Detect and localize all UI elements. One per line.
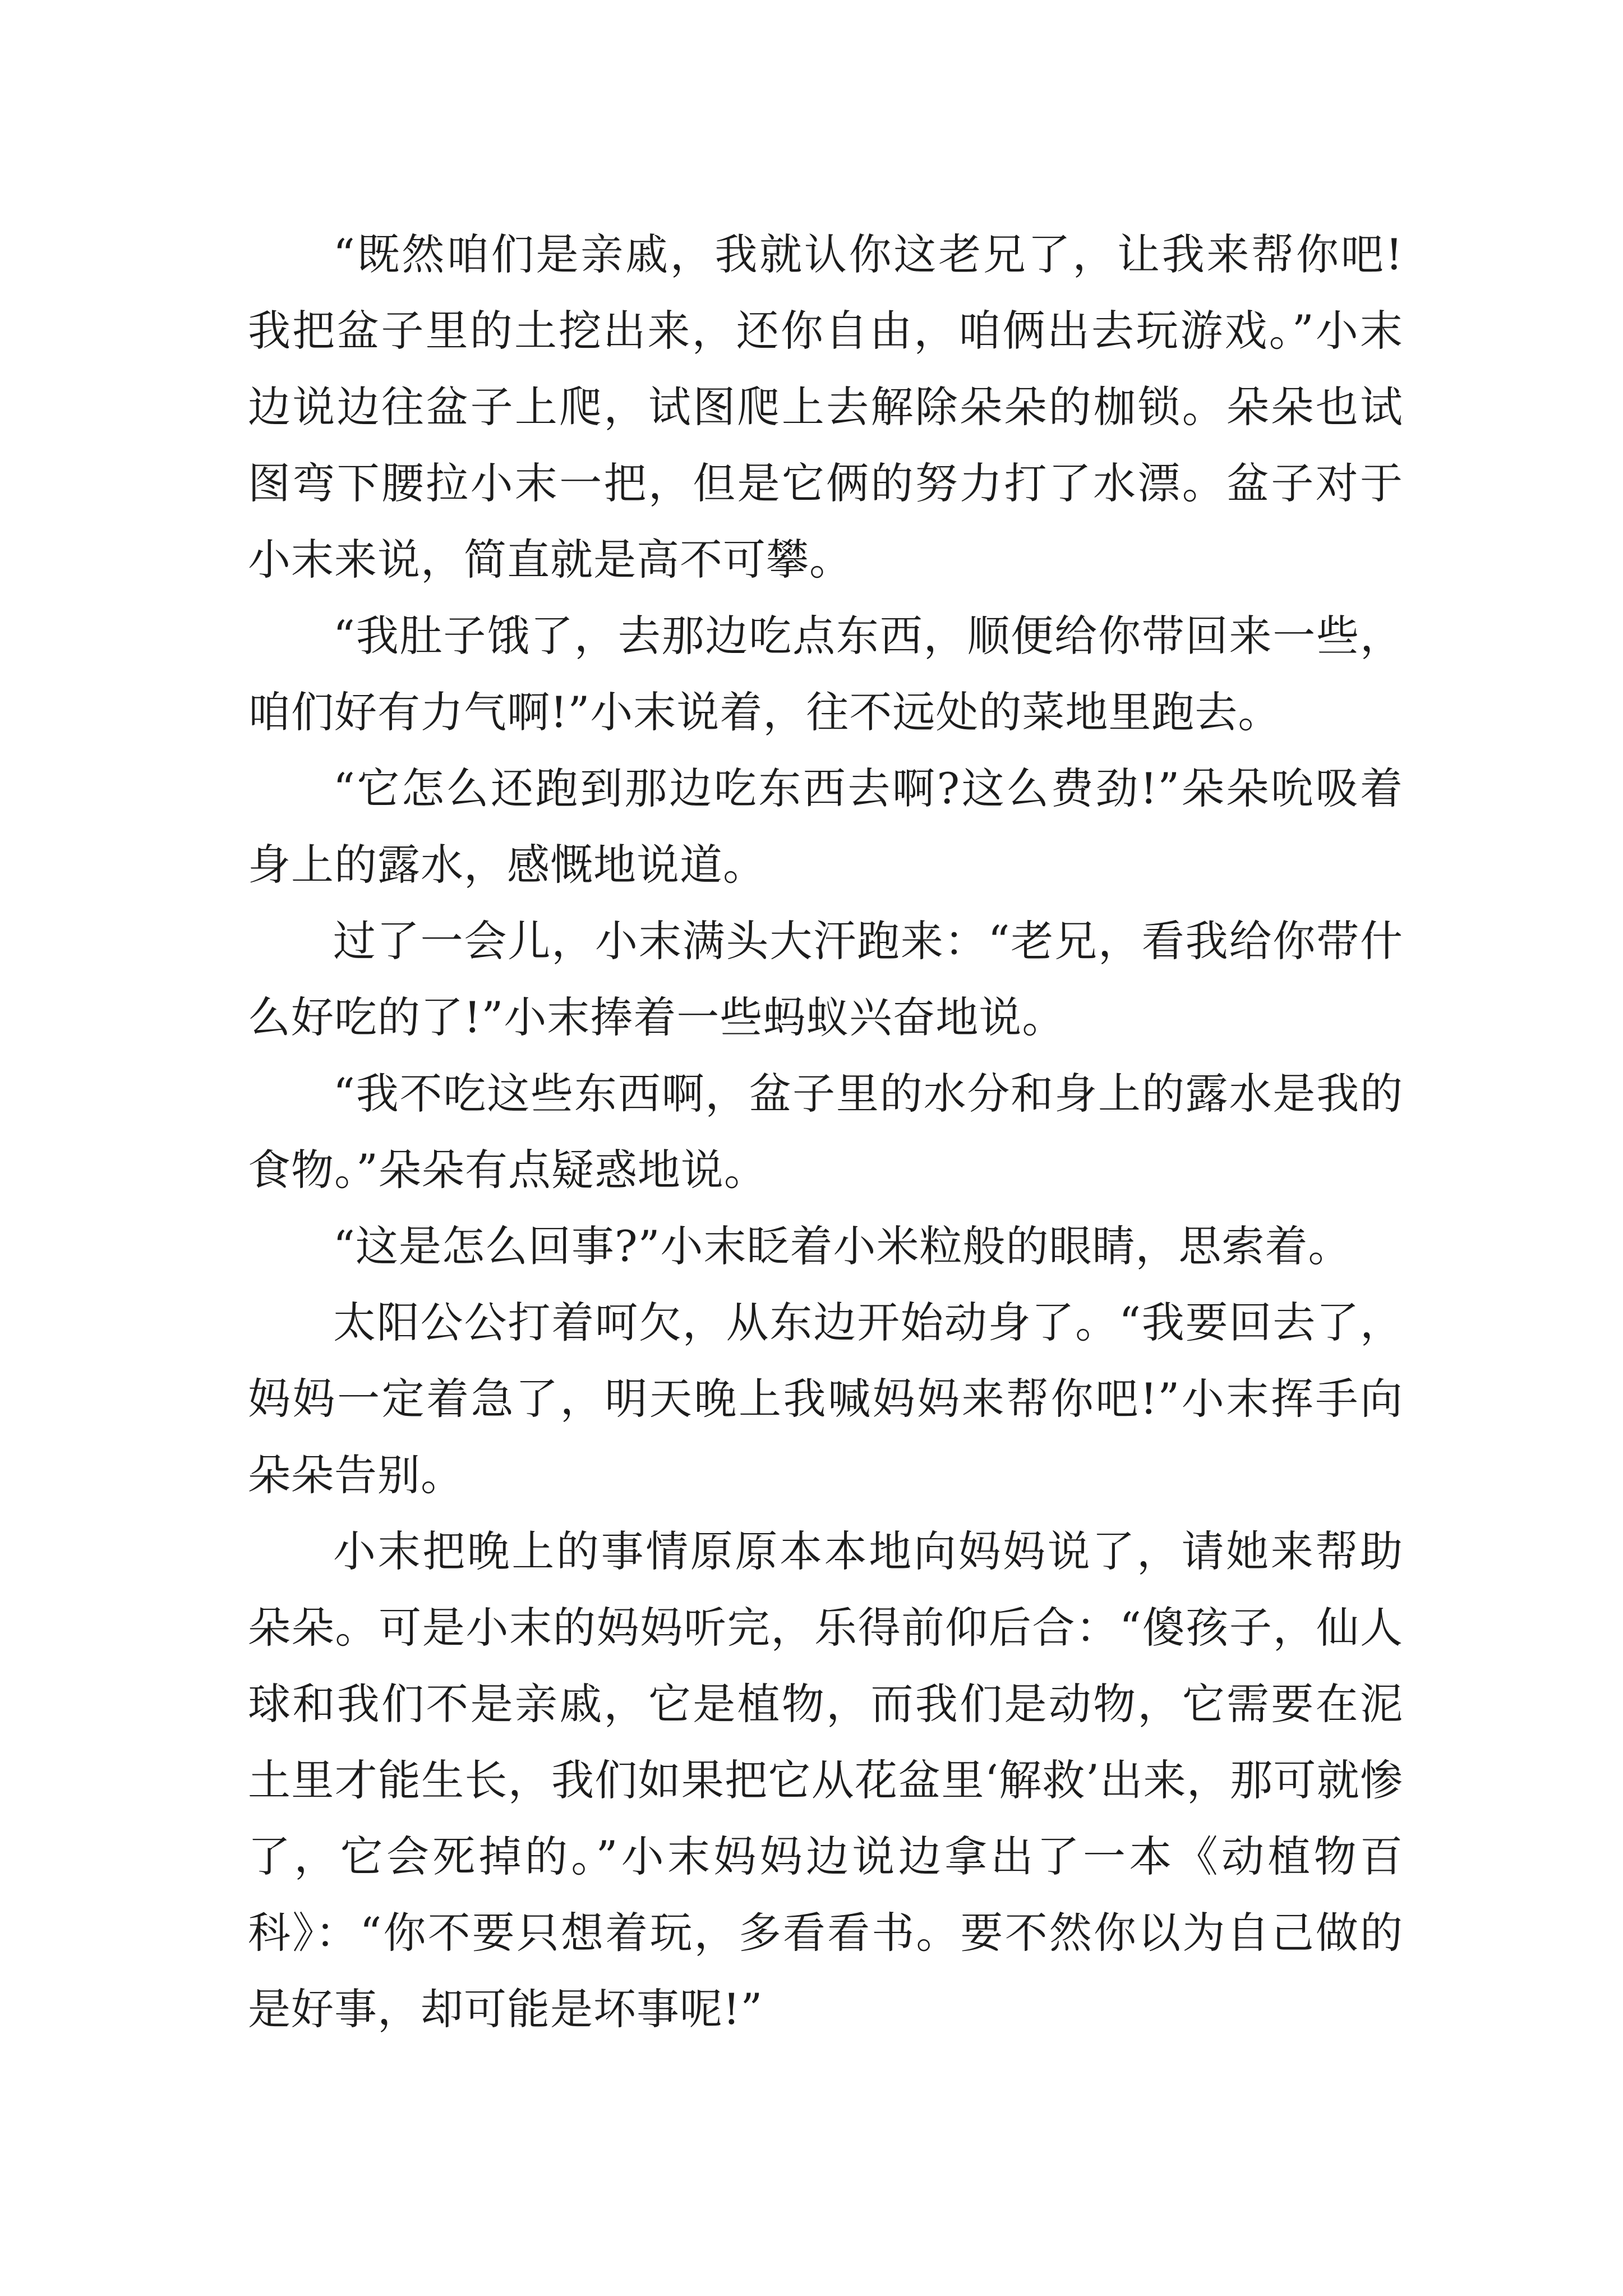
paragraph-1: “既然咱们是亲戚，我就认你这老兄了，让我来帮你吧!我把盆子里的土挖出来，还你自由，咱俩出去玩游戏。”小末边说边往盆子上爬，试图爬上去解除朵朵的枷锁。朵朵也试图弯下腰拉小末一把，但是它俩的努力打了水漂。盆子对于小末来说，简直就是高不可攀。 [248,229,1403,585]
story-text [248,217,1403,2047]
paragraph-2: “我肚子饿了，去那边吃点东西，顺便给你带回来一些，咱们好有力气啊!”小末说着，往不远处的菜地里跑去。 [248,611,1403,737]
paragraph-3: “它怎么还跑到那边吃东西去啊?这么费劲!”朵朵吮吸着身上的露水，感慨地说道。 [248,763,1403,890]
paragraph-8: 小末把晚上的事情原原本本地向妈妈说了，请她来帮助朵朵。可是小末的妈妈听完，乐得前仰后合：“傻孩子，仙人球和我们不是亲戚，它是植物，而我们是动物，它需要在泥土里才能生长，我们如果把它从花盆里‘解救’出来，那可就惨了，它会死掉的。”小末妈妈边说边拿出了一本《动植物百科》：“你不要只想着玩，多看看书。要不然你以为自己做的是好事，却可能是坏事呢!” [248,1526,1403,2034]
paragraph-4: 过了一会儿，小末满头大汗跑来：“老兄，看我给你带什么好吃的了!”小末捧着一些蚂蚁兴奋地说。 [248,916,1403,1042]
paragraph-7: 太阳公公打着呵欠，从东边开始动身了。“我要回去了，妈妈一定着急了，明天晚上我喊妈妈来帮你吧!”小末挥手向朵朵告别。 [248,1297,1403,1500]
paragraph-5: “我不吃这些东西啊，盆子里的水分和身上的露水是我的食物。”朵朵有点疑惑地说。 [248,1069,1403,1195]
paragraph-6: “这是怎么回事?”小末眨着小米粒般的眼睛，思索着。 [333,1221,1352,1271]
